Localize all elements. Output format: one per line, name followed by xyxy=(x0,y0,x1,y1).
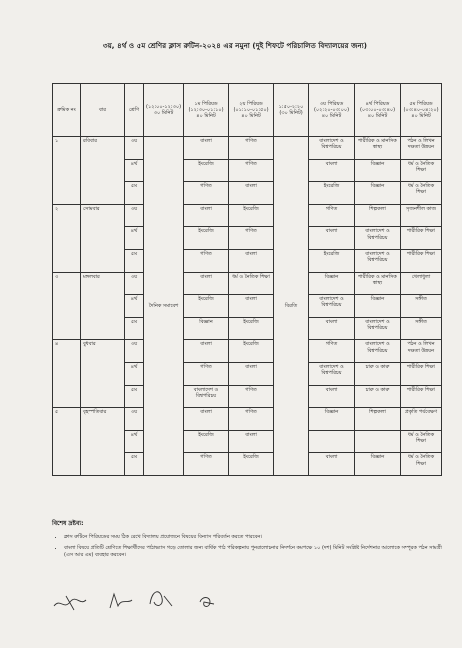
header-row xyxy=(53,84,442,137)
period-2-cell: গণিত xyxy=(229,227,274,250)
table-row xyxy=(53,137,442,160)
header-assembly-time: (১২:০০-১২:৩০) ৩০ মিনিট xyxy=(144,84,184,137)
period-1-cell: গণিত xyxy=(184,249,229,272)
period-1-cell: বাংলা xyxy=(184,272,229,295)
table-row xyxy=(53,340,442,363)
class-cell: ৫ম xyxy=(125,317,144,340)
period-4-cell: চারু ও কারু xyxy=(355,362,401,385)
period-4-cell xyxy=(355,430,401,453)
period-5-cell: শারীরিক শিক্ষা xyxy=(401,385,442,408)
signatures xyxy=(52,576,272,616)
period-4-cell: শিল্পকলা xyxy=(355,204,401,227)
notes-section xyxy=(52,518,442,562)
period-5-cell: সঙ্গীত xyxy=(401,317,442,340)
class-cell: ৪র্থ xyxy=(125,159,144,182)
header-period-2: ২য় পিরিয়ড (০১:১০-০১:৫০) ৪০ মিনিট xyxy=(229,84,274,137)
signature-1 xyxy=(54,596,86,610)
routine-title: ৩য়, ৪র্থ ও ৫ম শ্রেণির ক্লাস রুটিন-২০২৪ এর নমুনা (দুই শিফটে পরিচালিত বিদ্যালয়ের জন্য) xyxy=(102,42,368,50)
period-2-cell: ইংরেজি xyxy=(229,453,274,476)
class-cell: ৪র্থ xyxy=(125,362,144,385)
period-1-cell: গণিত xyxy=(184,362,229,385)
day-cell: মঙ্গলবার xyxy=(81,272,125,340)
period-1-cell: বাংলা xyxy=(184,137,229,160)
period-1-cell: ইংরেজি xyxy=(184,227,229,250)
handwritten-signatures-image xyxy=(52,576,272,616)
header-serial: ক্রমিক নং xyxy=(53,84,81,137)
period-3-cell: বাংলাদেশ ও বিশ্বপরিচয় xyxy=(309,295,355,318)
period-4-cell: বাংলাদেশ ও বিশ্বপরিচয় xyxy=(355,340,401,363)
period-3-cell xyxy=(309,430,355,453)
period-3-cell: বিজ্ঞান xyxy=(309,408,355,431)
day-cell: সোমবার xyxy=(81,204,125,272)
period-2-cell: গণিত xyxy=(229,137,274,160)
class-cell: ৫ম xyxy=(125,385,144,408)
serial-cell: ২ xyxy=(53,204,81,272)
signature-3 xyxy=(150,592,172,606)
period-3-cell: বাংলাদেশ ও বিশ্বপরিচয় xyxy=(309,137,355,160)
period-5-cell: ধর্ম ও নৈতিক শিক্ষা xyxy=(401,182,442,205)
serial-cell: ১ xyxy=(53,137,81,205)
period-5-cell: ধর্ম ও নৈতিক শিক্ষা xyxy=(401,430,442,453)
class-cell: ৫ম xyxy=(125,182,144,205)
period-4-cell: বিজ্ঞান xyxy=(355,295,401,318)
period-3-cell: বাংলা xyxy=(309,385,355,408)
header-day: বার xyxy=(81,84,125,137)
period-4-cell: বিজ্ঞান xyxy=(355,453,401,476)
signature-2 xyxy=(110,594,132,608)
period-2-cell: বাংলা xyxy=(229,182,274,205)
period-3-cell: ইংরেজি xyxy=(309,182,355,205)
class-cell: ৪র্থ xyxy=(125,295,144,318)
period-3-cell: বাংলাদেশ ও বিশ্বপরিচয় xyxy=(309,362,355,385)
class-cell: ৩য় xyxy=(125,408,144,431)
class-cell: ৩য় xyxy=(125,137,144,160)
period-4-cell: বিজ্ঞান xyxy=(355,159,401,182)
period-3-cell: ইংরেজি xyxy=(309,249,355,272)
period-1-cell: বিজ্ঞান xyxy=(184,317,229,340)
period-2-cell: বাংলা xyxy=(229,249,274,272)
period-4-cell: বিজ্ঞান xyxy=(355,182,401,205)
period-3-cell: বাংলা xyxy=(309,227,355,250)
serial-cell: ৫ xyxy=(53,408,81,476)
period-2-cell: ইংরেজি xyxy=(229,204,274,227)
period-2-cell: ধর্ম ও নৈতিক শিক্ষা xyxy=(229,272,274,295)
period-5-cell: ধর্ম ও নৈতিক শিক্ষা xyxy=(401,159,442,182)
period-2-cell: বাংলা xyxy=(229,430,274,453)
header-period-4: ৪র্থ পিরিয়ড (০৩:০০-০৩:৪০) ৪০ মিনিট xyxy=(355,84,401,137)
period-1-cell: বাংলা xyxy=(184,204,229,227)
day-cell: বুধবার xyxy=(81,340,125,408)
header-period-3: ৩য় পিরিয়ড (০২:২০-০৩:০০) ৪০ মিনিট xyxy=(309,84,355,137)
period-1-cell: গণিত xyxy=(184,453,229,476)
serial-cell: ৪ xyxy=(53,340,81,408)
period-4-cell: চারু ও কারু xyxy=(355,385,401,408)
serial-cell: ৩ xyxy=(53,272,81,340)
period-5-cell: শারীরিক শিক্ষা xyxy=(401,362,442,385)
class-cell: ৩য় xyxy=(125,204,144,227)
assembly-cell: দৈনিক সমাবেশ xyxy=(144,137,184,476)
header-class: শ্রেণি xyxy=(125,84,144,137)
period-4-cell: বাংলাদেশ ও বিশ্বপরিচয় xyxy=(355,249,401,272)
header-period-5: ৫ম পিরিয়ড (০৩:৪০-০৪:২০) ৪০ মিনিট xyxy=(401,84,442,137)
day-cell: রবিবার xyxy=(81,137,125,205)
break-cell: বিরতি xyxy=(274,137,309,476)
period-3-cell: গণিত xyxy=(309,204,355,227)
period-3-cell: বিজ্ঞান xyxy=(309,272,355,295)
class-cell: ৫ম xyxy=(125,453,144,476)
note-item: • বাংলা বিষয়ে প্রতিটি শ্রেণিতে শিক্ষার্থীদের পাঠাভ্যাস গড়ে তোলার জন্য বার্ষিক পাঠ পরিকল্পনায় পুনরালোচনার নিদর্শনে কমপক্ষে ১০ (দশ) মিনিট সংশ্লিষ্ট নির্দেশনার আলোকে সম্পূরক পঠন সামগ্রী (এস আর এম) ব্যবহার করবেন। xyxy=(64,545,442,559)
notes-heading: বিশেষ দ্রষ্টব্য: xyxy=(52,520,84,527)
period-1-cell: ইংরেজি xyxy=(184,159,229,182)
period-5-cell: পঠন ও লিখন দক্ষতা উন্নয়ন xyxy=(401,137,442,160)
note-item: • ক্লাস রুটিনে পিরিয়ডের সময় ঠিক রেখে বিদ্যালয় প্রয়োজনে বিষয়ের বিন্যাস পরিবর্তন করতে পারবেন। xyxy=(64,534,442,541)
table-row xyxy=(53,272,442,295)
period-5-cell: পঠন ও লিখন দক্ষতা উন্নয়ন xyxy=(401,340,442,363)
class-cell: ৪র্থ xyxy=(125,430,144,453)
day-cell: বৃহস্পতিবার xyxy=(81,408,125,476)
header-period-1: ১ম পিরিয়ড (১২:৩০-০১:১০) ৪০ মিনিট xyxy=(184,84,229,137)
period-3-cell: বাংলা xyxy=(309,159,355,182)
period-5-cell: প্রকৃতি পর্যবেক্ষণ xyxy=(401,408,442,431)
period-4-cell: শিল্পকলা xyxy=(355,408,401,431)
period-5-cell: খেলাধুলা xyxy=(401,272,442,295)
period-4-cell: শারীরিক ও মানসিক স্বাস্থ্য xyxy=(355,137,401,160)
notes-list xyxy=(52,534,442,558)
header-break-time: ১:৫০-২:২০ (৩০ মিনিট) xyxy=(274,84,309,137)
period-2-cell: বাংলা xyxy=(229,295,274,318)
period-5-cell: শারীরিক শিক্ষা xyxy=(401,249,442,272)
period-1-cell: ইংরেজি xyxy=(184,295,229,318)
period-3-cell: বাংলা xyxy=(309,317,355,340)
period-1-cell: বাংলাদেশ ও বিশ্বপরিচয় xyxy=(184,385,229,408)
period-3-cell: বাংলা xyxy=(309,453,355,476)
period-5-cell: সঙ্গীত xyxy=(401,295,442,318)
class-cell: ৩য় xyxy=(125,272,144,295)
period-1-cell: বাংলা xyxy=(184,340,229,363)
period-2-cell: ইংরেজি xyxy=(229,317,274,340)
period-5-cell: শারীরিক শিক্ষা xyxy=(401,227,442,250)
routine-body xyxy=(53,137,442,476)
period-5-cell: সৃজনশীল কাজ xyxy=(401,204,442,227)
class-cell: ৪র্থ xyxy=(125,227,144,250)
table-row xyxy=(53,408,442,431)
period-2-cell: বাংলা xyxy=(229,362,274,385)
period-2-cell: গণিত xyxy=(229,385,274,408)
class-cell: ৩য় xyxy=(125,340,144,363)
period-1-cell: গণিত xyxy=(184,182,229,205)
period-1-cell: ইংরেজি xyxy=(184,430,229,453)
period-4-cell: শারীরিক ও মানসিক স্বাস্থ্য xyxy=(355,272,401,295)
period-2-cell: গণিত xyxy=(229,159,274,182)
period-4-cell: বাংলাদেশ ও বিশ্বপরিচয় xyxy=(355,317,401,340)
period-2-cell: ইংরেজি xyxy=(229,340,274,363)
period-4-cell: বাংলাদেশ ও বিশ্বপরিচয় xyxy=(355,227,401,250)
class-routine-table xyxy=(52,83,442,476)
class-cell: ৫ম xyxy=(125,249,144,272)
period-3-cell: গণিত xyxy=(309,340,355,363)
period-5-cell: ধর্ম ও নৈতিক শিক্ষা xyxy=(401,453,442,476)
period-1-cell: বাংলা xyxy=(184,408,229,431)
table-row xyxy=(53,204,442,227)
period-2-cell: গণিত xyxy=(229,408,274,431)
signature-4 xyxy=(200,598,214,607)
